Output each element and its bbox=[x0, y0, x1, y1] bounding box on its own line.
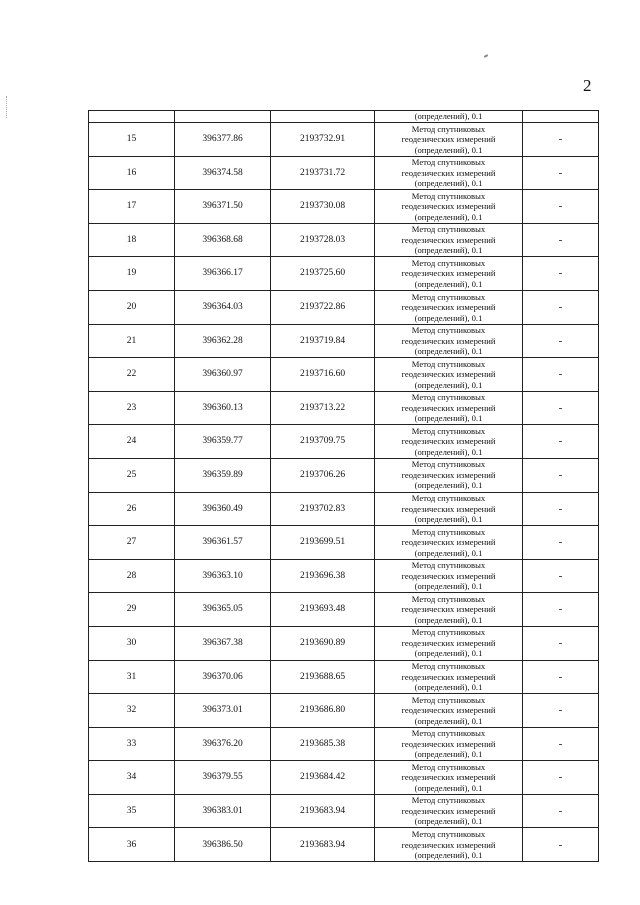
point-number: 27 bbox=[89, 526, 175, 560]
mark-cell: - bbox=[523, 559, 599, 593]
mark-cell: - bbox=[523, 727, 599, 761]
point-number: 18 bbox=[89, 223, 175, 257]
method-description bbox=[375, 559, 523, 593]
method-description bbox=[375, 324, 523, 358]
point-number: 32 bbox=[89, 694, 175, 728]
table-row bbox=[89, 626, 599, 660]
coordinate-y: 2193719.84 bbox=[271, 324, 375, 358]
method-line-3: (определений), 0.1 bbox=[414, 480, 483, 491]
method-line-3: (определений), 0.1 bbox=[414, 547, 483, 558]
mark-cell: - bbox=[523, 626, 599, 660]
method-line-1: Метод спутниковых bbox=[411, 257, 486, 268]
method-description bbox=[375, 593, 523, 627]
mark-cell: - bbox=[523, 761, 599, 795]
point-number: 30 bbox=[89, 626, 175, 660]
table-row bbox=[89, 257, 599, 291]
coordinate-y: 2193728.03 bbox=[271, 223, 375, 257]
coordinate-y: 2193684.42 bbox=[271, 761, 375, 795]
coordinate-x: 396365.05 bbox=[175, 593, 271, 627]
table-row bbox=[89, 223, 599, 257]
mark-cell: - bbox=[523, 156, 599, 190]
coordinate-y: 2193706.26 bbox=[271, 458, 375, 492]
table-row bbox=[89, 794, 599, 828]
point-number: 20 bbox=[89, 290, 175, 324]
method-description bbox=[375, 727, 523, 761]
method-line-2: геодезических измерений bbox=[401, 604, 496, 615]
coordinate-y: 2193716.60 bbox=[271, 358, 375, 392]
point-number: 29 bbox=[89, 593, 175, 627]
coordinate-x: 396364.03 bbox=[175, 290, 271, 324]
coordinate-x: 396374.58 bbox=[175, 156, 271, 190]
table-row bbox=[89, 425, 599, 459]
table-row bbox=[89, 290, 599, 324]
coordinate-x: 396361.57 bbox=[175, 526, 271, 560]
method-line-3: (определений), 0.1 bbox=[414, 749, 483, 760]
method-description bbox=[375, 761, 523, 795]
point-number: 22 bbox=[89, 358, 175, 392]
table-row bbox=[89, 391, 599, 425]
method-line-1: Метод спутниковых bbox=[411, 493, 486, 504]
method-description bbox=[375, 190, 523, 224]
method-line-3: (определений), 0.1 bbox=[414, 446, 483, 457]
mark-cell: - bbox=[523, 694, 599, 728]
coordinate-y: 2193690.89 bbox=[271, 626, 375, 660]
coordinate-x: 396377.86 bbox=[175, 123, 271, 157]
method-line-1: Метод спутниковых bbox=[411, 425, 486, 436]
method-line-3: (определений), 0.1 bbox=[414, 178, 483, 189]
method-line-3: (определений), 0.1 bbox=[414, 413, 483, 424]
coordinate-x: 396386.50 bbox=[175, 828, 271, 862]
method-line-1: Метод спутниковых bbox=[411, 291, 486, 302]
coordinate-x: 396359.89 bbox=[175, 458, 271, 492]
mark-cell: - bbox=[523, 290, 599, 324]
mark-cell: - bbox=[523, 526, 599, 560]
method-line-3: (определений), 0.1 bbox=[414, 581, 483, 592]
coordinate-y: 2193696.38 bbox=[271, 559, 375, 593]
method-description bbox=[375, 156, 523, 190]
table-row bbox=[89, 660, 599, 694]
method-line-3: (определений), 0.1 bbox=[414, 816, 483, 827]
table-row bbox=[89, 324, 599, 358]
method-description bbox=[375, 458, 523, 492]
point-number: 34 bbox=[89, 761, 175, 795]
method-line-1: Метод спутниковых bbox=[411, 224, 486, 235]
method-line-2: геодезических измерений bbox=[401, 402, 496, 413]
method-line-3: (определений), 0.1 bbox=[414, 715, 483, 726]
coordinate-x: 396370.06 bbox=[175, 660, 271, 694]
scan-speck bbox=[484, 54, 488, 58]
table-row bbox=[89, 492, 599, 526]
method-line-3: (определений), 0.1 bbox=[414, 278, 483, 289]
method-line-3: (определений), 0.1 bbox=[414, 682, 483, 693]
table-row bbox=[89, 828, 599, 862]
coordinate-y: 2193713.22 bbox=[271, 391, 375, 425]
method-line-2: геодезических измерений bbox=[401, 268, 496, 279]
point-number: 23 bbox=[89, 391, 175, 425]
point-number: 33 bbox=[89, 727, 175, 761]
method-line-2: геодезических измерений bbox=[401, 335, 496, 346]
coordinates-table-body bbox=[89, 111, 599, 862]
coordinate-x: 396359.77 bbox=[175, 425, 271, 459]
method-line-2: геодезических измерений bbox=[401, 570, 496, 581]
method-line-3: (определений), 0.1 bbox=[414, 514, 483, 525]
method-line-3: (определений), 0.1 bbox=[414, 782, 483, 793]
mark-cell: - bbox=[523, 660, 599, 694]
method-line-2: геодезических измерений bbox=[401, 705, 496, 716]
method-line-3: (определений), 0.1 bbox=[414, 312, 483, 323]
cell-x bbox=[175, 111, 271, 123]
table-row bbox=[89, 559, 599, 593]
method-line-2: геодезических измерений bbox=[401, 167, 496, 178]
method-line-1: Метод спутниковых bbox=[411, 358, 486, 369]
point-number: 31 bbox=[89, 660, 175, 694]
table-row bbox=[89, 761, 599, 795]
coordinate-y: 2193683.94 bbox=[271, 794, 375, 828]
mark-cell: - bbox=[523, 425, 599, 459]
coordinate-x: 396368.68 bbox=[175, 223, 271, 257]
method-line-2: геодезических измерений bbox=[401, 839, 496, 850]
coordinate-y: 2193732.91 bbox=[271, 123, 375, 157]
coordinate-x: 396383.01 bbox=[175, 794, 271, 828]
mark-cell: - bbox=[523, 593, 599, 627]
method-line-1: Метод спутниковых bbox=[411, 761, 486, 772]
method-line-2: геодезических измерений bbox=[401, 637, 496, 648]
mark-cell: - bbox=[523, 123, 599, 157]
method-line-2: геодезических измерений bbox=[401, 134, 496, 145]
coordinate-y: 2193688.65 bbox=[271, 660, 375, 694]
method-line-1: Метод спутниковых bbox=[411, 829, 486, 840]
method-line-1: Метод спутниковых bbox=[411, 795, 486, 806]
method-line-3: (определений), 0.1 bbox=[414, 379, 483, 390]
coordinate-x: 396376.20 bbox=[175, 727, 271, 761]
coordinate-y: 2193702.83 bbox=[271, 492, 375, 526]
method-line-1: Метод спутниковых bbox=[411, 459, 486, 470]
point-number: 24 bbox=[89, 425, 175, 459]
method-line-1: Метод спутниковых bbox=[411, 728, 486, 739]
method-description bbox=[375, 526, 523, 560]
method-line-1: Метод спутниковых bbox=[411, 593, 486, 604]
method-line-2: геодезических измерений bbox=[401, 537, 496, 548]
table-row bbox=[89, 358, 599, 392]
coordinate-x: 396371.50 bbox=[175, 190, 271, 224]
mark-cell: - bbox=[523, 190, 599, 224]
table-row bbox=[89, 526, 599, 560]
coordinate-x: 396360.97 bbox=[175, 358, 271, 392]
method-line-1: Метод спутниковых bbox=[411, 526, 486, 537]
coordinate-y: 2193731.72 bbox=[271, 156, 375, 190]
method-line-2: геодезических измерений bbox=[401, 369, 496, 380]
method-description bbox=[375, 290, 523, 324]
method-line-1: Метод спутниковых bbox=[411, 694, 486, 705]
table-row bbox=[89, 123, 599, 157]
coordinate-x: 396379.55 bbox=[175, 761, 271, 795]
mark-cell: - bbox=[523, 828, 599, 862]
table-row bbox=[89, 694, 599, 728]
coordinate-y: 2193722.86 bbox=[271, 290, 375, 324]
method-line-2: геодезических измерений bbox=[401, 805, 496, 816]
mark-cell: - bbox=[523, 794, 599, 828]
method-line-1: Метод спутниковых bbox=[411, 123, 486, 134]
point-number: 36 bbox=[89, 828, 175, 862]
page-number: 2 bbox=[583, 76, 592, 95]
method-line-1: Метод спутниковых bbox=[411, 661, 486, 672]
table-row bbox=[89, 458, 599, 492]
method-line-2: геодезических измерений bbox=[401, 302, 496, 313]
method-line-3: (определений), 0.1 bbox=[414, 245, 483, 256]
point-number: 26 bbox=[89, 492, 175, 526]
method-line-2: геодезических измерений bbox=[401, 201, 496, 212]
margin-marks bbox=[6, 96, 8, 118]
method-line-1: Метод спутниковых bbox=[411, 560, 486, 571]
point-number: 17 bbox=[89, 190, 175, 224]
table-row bbox=[89, 593, 599, 627]
coordinate-x: 396367.38 bbox=[175, 626, 271, 660]
point-number: 16 bbox=[89, 156, 175, 190]
method-line-2: геодезических измерений bbox=[401, 738, 496, 749]
coordinate-x: 396360.49 bbox=[175, 492, 271, 526]
coordinate-y: 2193730.08 bbox=[271, 190, 375, 224]
point-number: 35 bbox=[89, 794, 175, 828]
table-row bbox=[89, 727, 599, 761]
coordinate-y: 2193685.38 bbox=[271, 727, 375, 761]
method-line-1: Метод спутниковых bbox=[411, 392, 486, 403]
coordinate-y: 2193699.51 bbox=[271, 526, 375, 560]
point-number: 28 bbox=[89, 559, 175, 593]
coordinate-x: 396366.17 bbox=[175, 257, 271, 291]
point-number: 21 bbox=[89, 324, 175, 358]
coordinate-x: 396363.10 bbox=[175, 559, 271, 593]
mark-cell: - bbox=[523, 324, 599, 358]
cell-number bbox=[89, 111, 175, 123]
point-number: 15 bbox=[89, 123, 175, 157]
cell-mark bbox=[523, 111, 599, 123]
method-line-1: Метод спутниковых bbox=[411, 627, 486, 638]
coordinate-y: 2193709.75 bbox=[271, 425, 375, 459]
method-description bbox=[375, 425, 523, 459]
method-line-1: Метод спутниковых bbox=[411, 325, 486, 336]
mark-cell: - bbox=[523, 391, 599, 425]
method-description bbox=[375, 391, 523, 425]
cell-method: (определений), 0.1 bbox=[375, 111, 523, 123]
method-description bbox=[375, 660, 523, 694]
method-line-3: (определений), 0.1 bbox=[414, 346, 483, 357]
point-number: 25 bbox=[89, 458, 175, 492]
method-description bbox=[375, 123, 523, 157]
cell-y bbox=[271, 111, 375, 123]
coordinate-y: 2193725.60 bbox=[271, 257, 375, 291]
mark-cell: - bbox=[523, 257, 599, 291]
method-line-2: геодезических измерений bbox=[401, 469, 496, 480]
method-description bbox=[375, 223, 523, 257]
method-line-3: (определений), 0.1 bbox=[414, 144, 483, 155]
mark-cell: - bbox=[523, 358, 599, 392]
method-line-3: (определений), 0.1 bbox=[414, 614, 483, 625]
table-row bbox=[89, 190, 599, 224]
point-number: 19 bbox=[89, 257, 175, 291]
method-description bbox=[375, 794, 523, 828]
method-description bbox=[375, 492, 523, 526]
coordinate-y: 2193693.48 bbox=[271, 593, 375, 627]
method-line-2: геодезических измерений bbox=[401, 503, 496, 514]
method-description bbox=[375, 626, 523, 660]
coordinate-x: 396362.28 bbox=[175, 324, 271, 358]
method-line-1: Метод спутниковых bbox=[411, 190, 486, 201]
mark-cell: - bbox=[523, 492, 599, 526]
method-line-3: (определений), 0.1 bbox=[414, 648, 483, 659]
method-line-2: геодезических измерений bbox=[401, 436, 496, 447]
method-line-3: (определений), 0.1 bbox=[414, 850, 483, 861]
method-line-2: геодезических измерений bbox=[401, 234, 496, 245]
method-description bbox=[375, 694, 523, 728]
method-line-3: (определений), 0.1 bbox=[414, 211, 483, 222]
method-line-2: геодезических измерений bbox=[401, 671, 496, 682]
table-row bbox=[89, 156, 599, 190]
coordinates-table bbox=[88, 110, 599, 862]
method-line-1: Метод спутниковых bbox=[411, 157, 486, 168]
coordinate-y: 2193686.80 bbox=[271, 694, 375, 728]
mark-cell: - bbox=[523, 223, 599, 257]
method-description bbox=[375, 358, 523, 392]
coordinate-x: 396360.13 bbox=[175, 391, 271, 425]
method-line-2: геодезических измерений bbox=[401, 772, 496, 783]
coordinate-y: 2193683.94 bbox=[271, 828, 375, 862]
method-description bbox=[375, 828, 523, 862]
continuation-row bbox=[89, 111, 599, 123]
mark-cell: - bbox=[523, 458, 599, 492]
coordinate-x: 396373.01 bbox=[175, 694, 271, 728]
method-description bbox=[375, 257, 523, 291]
